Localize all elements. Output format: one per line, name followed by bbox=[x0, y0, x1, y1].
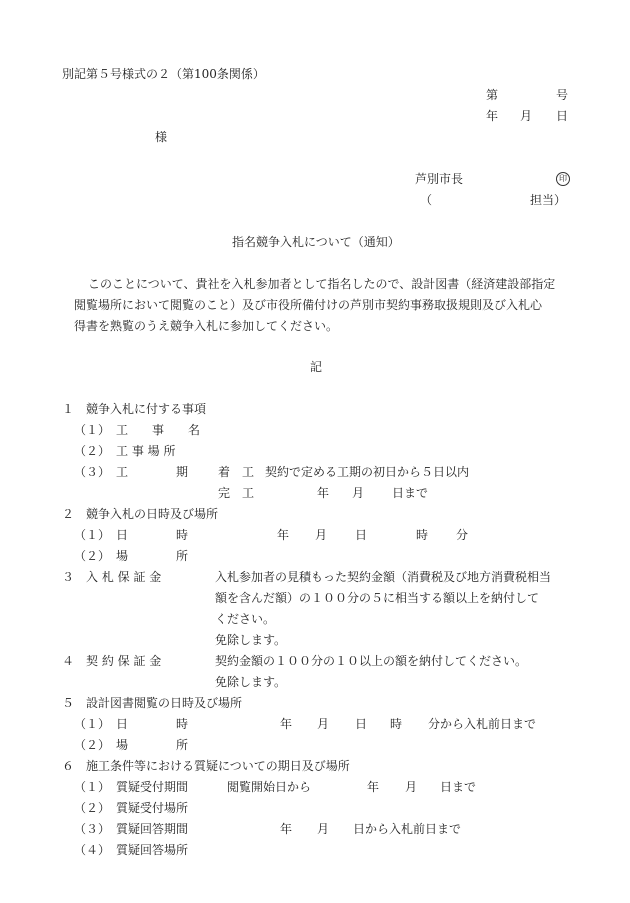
s5-year: 年 bbox=[280, 717, 293, 731]
s2-day: 日 bbox=[355, 528, 368, 542]
s2-item-1: （１） 日 時 bbox=[74, 528, 189, 542]
contact-open: （ bbox=[420, 193, 433, 207]
s1-end-day: 日まで bbox=[392, 486, 429, 500]
section-3-heading: ３ 入 札 保 証 金 bbox=[62, 570, 162, 584]
s4-line-1: 契約金額の１００分の１０以上の額を納付してください。 bbox=[215, 654, 528, 668]
s6-item-4: （４） 質疑回答場所 bbox=[74, 843, 189, 857]
s1-item-2: （２） 工 事 場 所 bbox=[74, 444, 176, 458]
s6-item-1-month: 月 bbox=[405, 780, 418, 794]
s2-item-2: （２） 場 所 bbox=[74, 549, 189, 563]
s1-end-label: 完 工 bbox=[218, 486, 255, 500]
body-line-1: このことについて、貴社を入札参加者として指名したので、設計図書（経済建設部指定 bbox=[88, 277, 556, 291]
addressee-suffix: 様 bbox=[155, 130, 168, 144]
s6-item-3: （３） 質疑回答期間 bbox=[74, 822, 189, 836]
s2-month: 月 bbox=[315, 528, 328, 542]
s6-item-3-tail: 日から入札前日まで bbox=[353, 822, 462, 836]
s5-month: 月 bbox=[317, 717, 330, 731]
section-6-heading: ６ 施工条件等における質疑についての期日及び場所 bbox=[62, 759, 350, 773]
s6-item-3-month: 月 bbox=[317, 822, 330, 836]
date-day: 日 bbox=[556, 109, 569, 123]
s5-item-2: （２） 場 所 bbox=[74, 738, 189, 752]
seal-icon: 印 bbox=[556, 172, 570, 186]
body-line-3: 得書を熟覧のうえ競争入札に参加してください。 bbox=[74, 319, 339, 333]
s1-start-text: 契約で定める工期の初日から５日以内 bbox=[265, 465, 470, 479]
s6-item-1-tail: 日まで bbox=[440, 780, 477, 794]
number-prefix: 第 bbox=[486, 88, 499, 102]
s2-year: 年 bbox=[277, 528, 290, 542]
s3-line-4: 免除します。 bbox=[215, 633, 287, 647]
section-4-heading: ４ 契 約 保 証 金 bbox=[62, 654, 162, 668]
s1-item-1: （１） 工 事 名 bbox=[74, 423, 201, 437]
s6-item-2: （２） 質疑受付場所 bbox=[74, 801, 189, 815]
s3-line-3: ください。 bbox=[215, 612, 276, 626]
s6-item-3-year: 年 bbox=[280, 822, 293, 836]
s6-item-1-year: 年 bbox=[367, 780, 380, 794]
document-title: 指名競争入札について（通知） bbox=[232, 235, 400, 249]
s2-hour: 時 bbox=[416, 528, 429, 542]
s3-line-2: 額を含んだ額）の１００分の５に相当する額以上を納付して bbox=[215, 591, 540, 605]
s6-item-1-text: 閲覧開始日から bbox=[227, 780, 312, 794]
ki-heading: 記 bbox=[310, 360, 323, 374]
s1-start-label: 着 工 bbox=[218, 465, 255, 479]
s5-item-1: （１） 日 時 bbox=[74, 717, 189, 731]
contact-close: 担当） bbox=[530, 193, 567, 207]
s6-item-1: （１） 質疑受付期間 bbox=[74, 780, 189, 794]
issuer-name: 芦別市長 bbox=[415, 172, 464, 186]
s1-end-year: 年 bbox=[317, 486, 330, 500]
date-month: 月 bbox=[520, 109, 533, 123]
body-line-2: 閲覧場所において閲覧のこと）及び市役所備付けの芦別市契約事務取扱規則及び入札心 bbox=[74, 298, 543, 312]
s1-end-month: 月 bbox=[352, 486, 365, 500]
s1-item-3: （３） 工 期 bbox=[74, 465, 189, 479]
date-year: 年 bbox=[486, 109, 499, 123]
number-suffix: 号 bbox=[556, 88, 569, 102]
s2-minute: 分 bbox=[456, 528, 469, 542]
section-1-heading: １ 競争入札に付する事項 bbox=[62, 402, 207, 416]
section-2-heading: ２ 競争入札の日時及び場所 bbox=[62, 507, 219, 521]
section-5-heading: ５ 設計図書閲覧の日時及び場所 bbox=[62, 696, 243, 710]
s5-day: 日 bbox=[355, 717, 368, 731]
s5-hour: 時 bbox=[390, 717, 403, 731]
s5-tail: 分から入札前日まで bbox=[428, 717, 537, 731]
s3-line-1: 入札参加者の見積もった契約金額（消費税及び地方消費税相当 bbox=[215, 570, 552, 584]
s4-line-2: 免除します。 bbox=[215, 675, 287, 689]
form-label: 別記第５号様式の２（第100条関係） bbox=[62, 67, 265, 81]
